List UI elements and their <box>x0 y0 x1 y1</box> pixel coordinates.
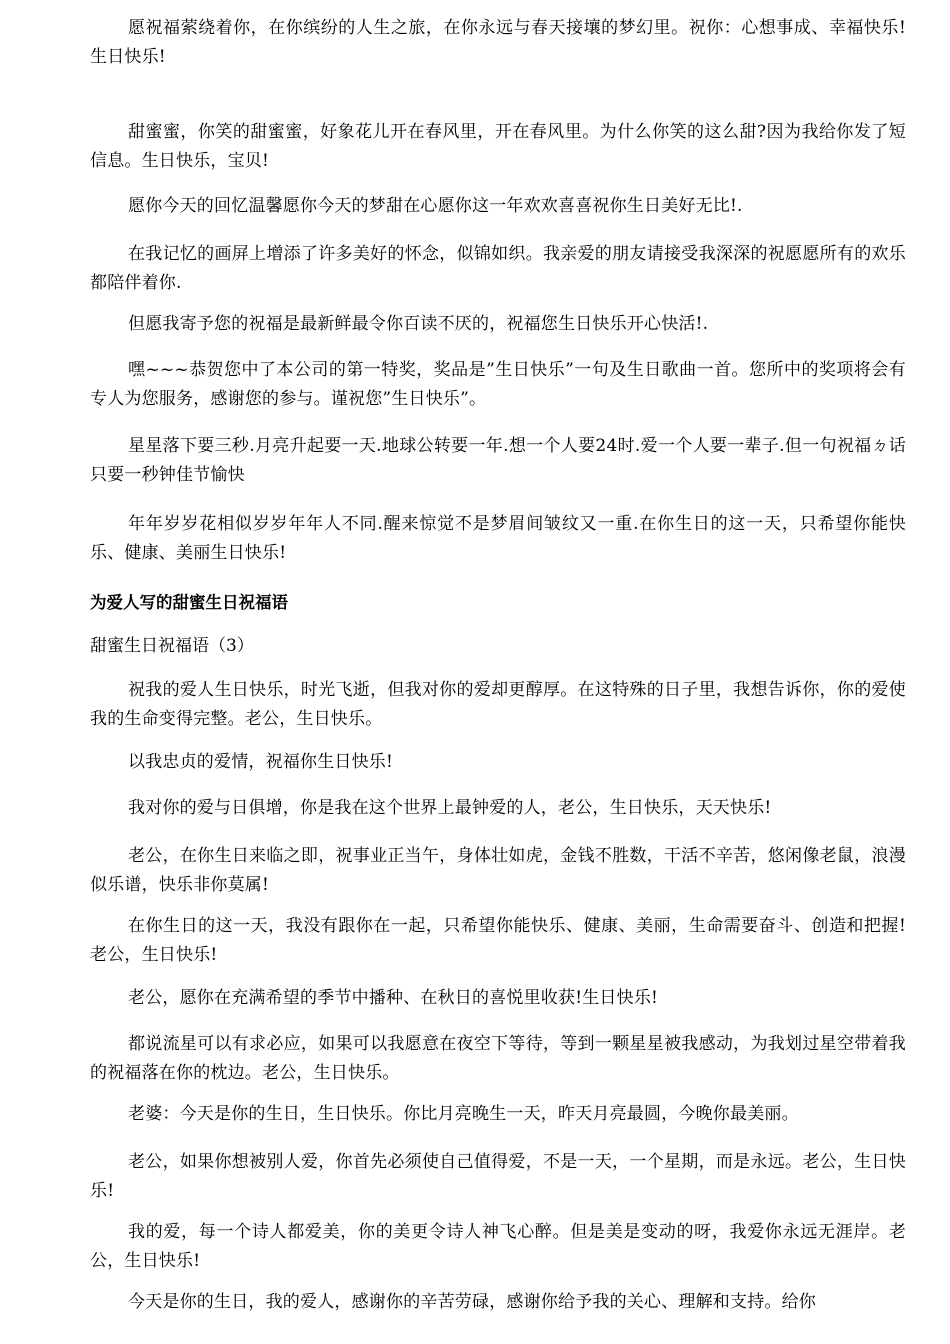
paragraph: 在你生日的这一天，我没有跟你在一起，只希望你能快乐、健康、美丽，生命需要奋斗、创造和把握!老公，生日快乐! <box>90 916 906 965</box>
paragraph: 老公，在你生日来临之即，祝事业正当午，身体壮如虎，金钱不胜数，干活不辛苦，悠闲像老鼠，浪漫似乐谱，快乐非你莫属! <box>90 846 906 895</box>
paragraph: 星星落下要三秒.月亮升起要一天.地球公转要一年.想一个人要24时.爱一个人要一辈子.但一句祝福ㄉ话只要一秒钟佳节愉快 <box>90 436 906 485</box>
paragraph: 愿祝福萦绕着你，在你缤纷的人生之旅，在你永远与春天接壤的梦幻里。祝你：心想事成、幸福快乐!生日快乐! <box>90 18 906 67</box>
paragraph: 老婆：今天是你的生日，生日快乐。你比月亮晚生一天，昨天月亮最圆，今晚你最美丽。 <box>128 1104 799 1124</box>
paragraph: 都说流星可以有求必应，如果可以我愿意在夜空下等待，等到一颗星星被我感动，为我划过星空带着我的祝福落在你的枕边。老公，生日快乐。 <box>90 1034 906 1083</box>
paragraph: 老公，如果你想被别人爱，你首先必须使自己值得爱，不是一天，一个星期，而是永远。老公，生日快乐! <box>90 1152 906 1201</box>
section-subheading: 甜蜜生日祝福语（3） <box>90 636 254 656</box>
paragraph: 我的爱，每一个诗人都爱美，你的美更令诗人神飞心醉。但是美是变动的呀，我爱你永远无涯岸。老公，生日快乐! <box>90 1222 906 1271</box>
paragraph: 愿你今天的回忆温馨愿你今天的梦甜在心愿你这一年欢欢喜喜祝你生日美好无比!. <box>128 196 743 216</box>
paragraph: 以我忠贞的爱情，祝福你生日快乐! <box>128 752 394 772</box>
paragraph: 甜蜜蜜，你笑的甜蜜蜜，好象花儿开在春风里，开在春风里。为什么你笑的这么甜?因为我给你发了短信息。生日快乐，宝贝! <box>90 122 906 171</box>
paragraph: 在我记忆的画屏上增添了许多美好的怀念，似锦如织。我亲爱的朋友请接受我深深的祝愿愿所有的欢乐都陪伴着你. <box>90 244 906 293</box>
paragraph: 我对你的爱与日俱增，你是我在这个世界上最钟爱的人，老公，生日快乐，天天快乐! <box>128 798 772 818</box>
paragraph: 年年岁岁花相似岁岁年年人不同.醒来惊觉不是梦眉间皱纹又一重.在你生日的这一天，只希望你能快乐、健康、美丽生日快乐! <box>90 514 906 563</box>
paragraph: 但愿我寄予您的祝福是最新鲜最令你百读不厌的，祝福您生日快乐开心快活!. <box>128 314 709 334</box>
paragraph: 今天是你的生日，我的爱人，感谢你的辛苦劳碌，感谢你给予我的关心、理解和支持。给你 <box>128 1292 816 1312</box>
section-heading: 为爱人写的甜蜜生日祝福语 <box>90 593 288 612</box>
paragraph: 老公，愿你在充满希望的季节中播种、在秋日的喜悦里收获!生日快乐! <box>128 988 659 1008</box>
paragraph: 祝我的爱人生日快乐，时光飞逝，但我对你的爱却更醇厚。在这特殊的日子里，我想告诉你，你的爱使我的生命变得完整。老公，生日快乐。 <box>90 680 906 729</box>
paragraph: 嘿~~~恭贺您中了本公司的第一特奖，奖品是”生日快乐”一句及生日歌曲一首。您所中的奖项将会有专人为您服务，感谢您的参与。谨祝您”生日快乐”。 <box>90 360 906 409</box>
